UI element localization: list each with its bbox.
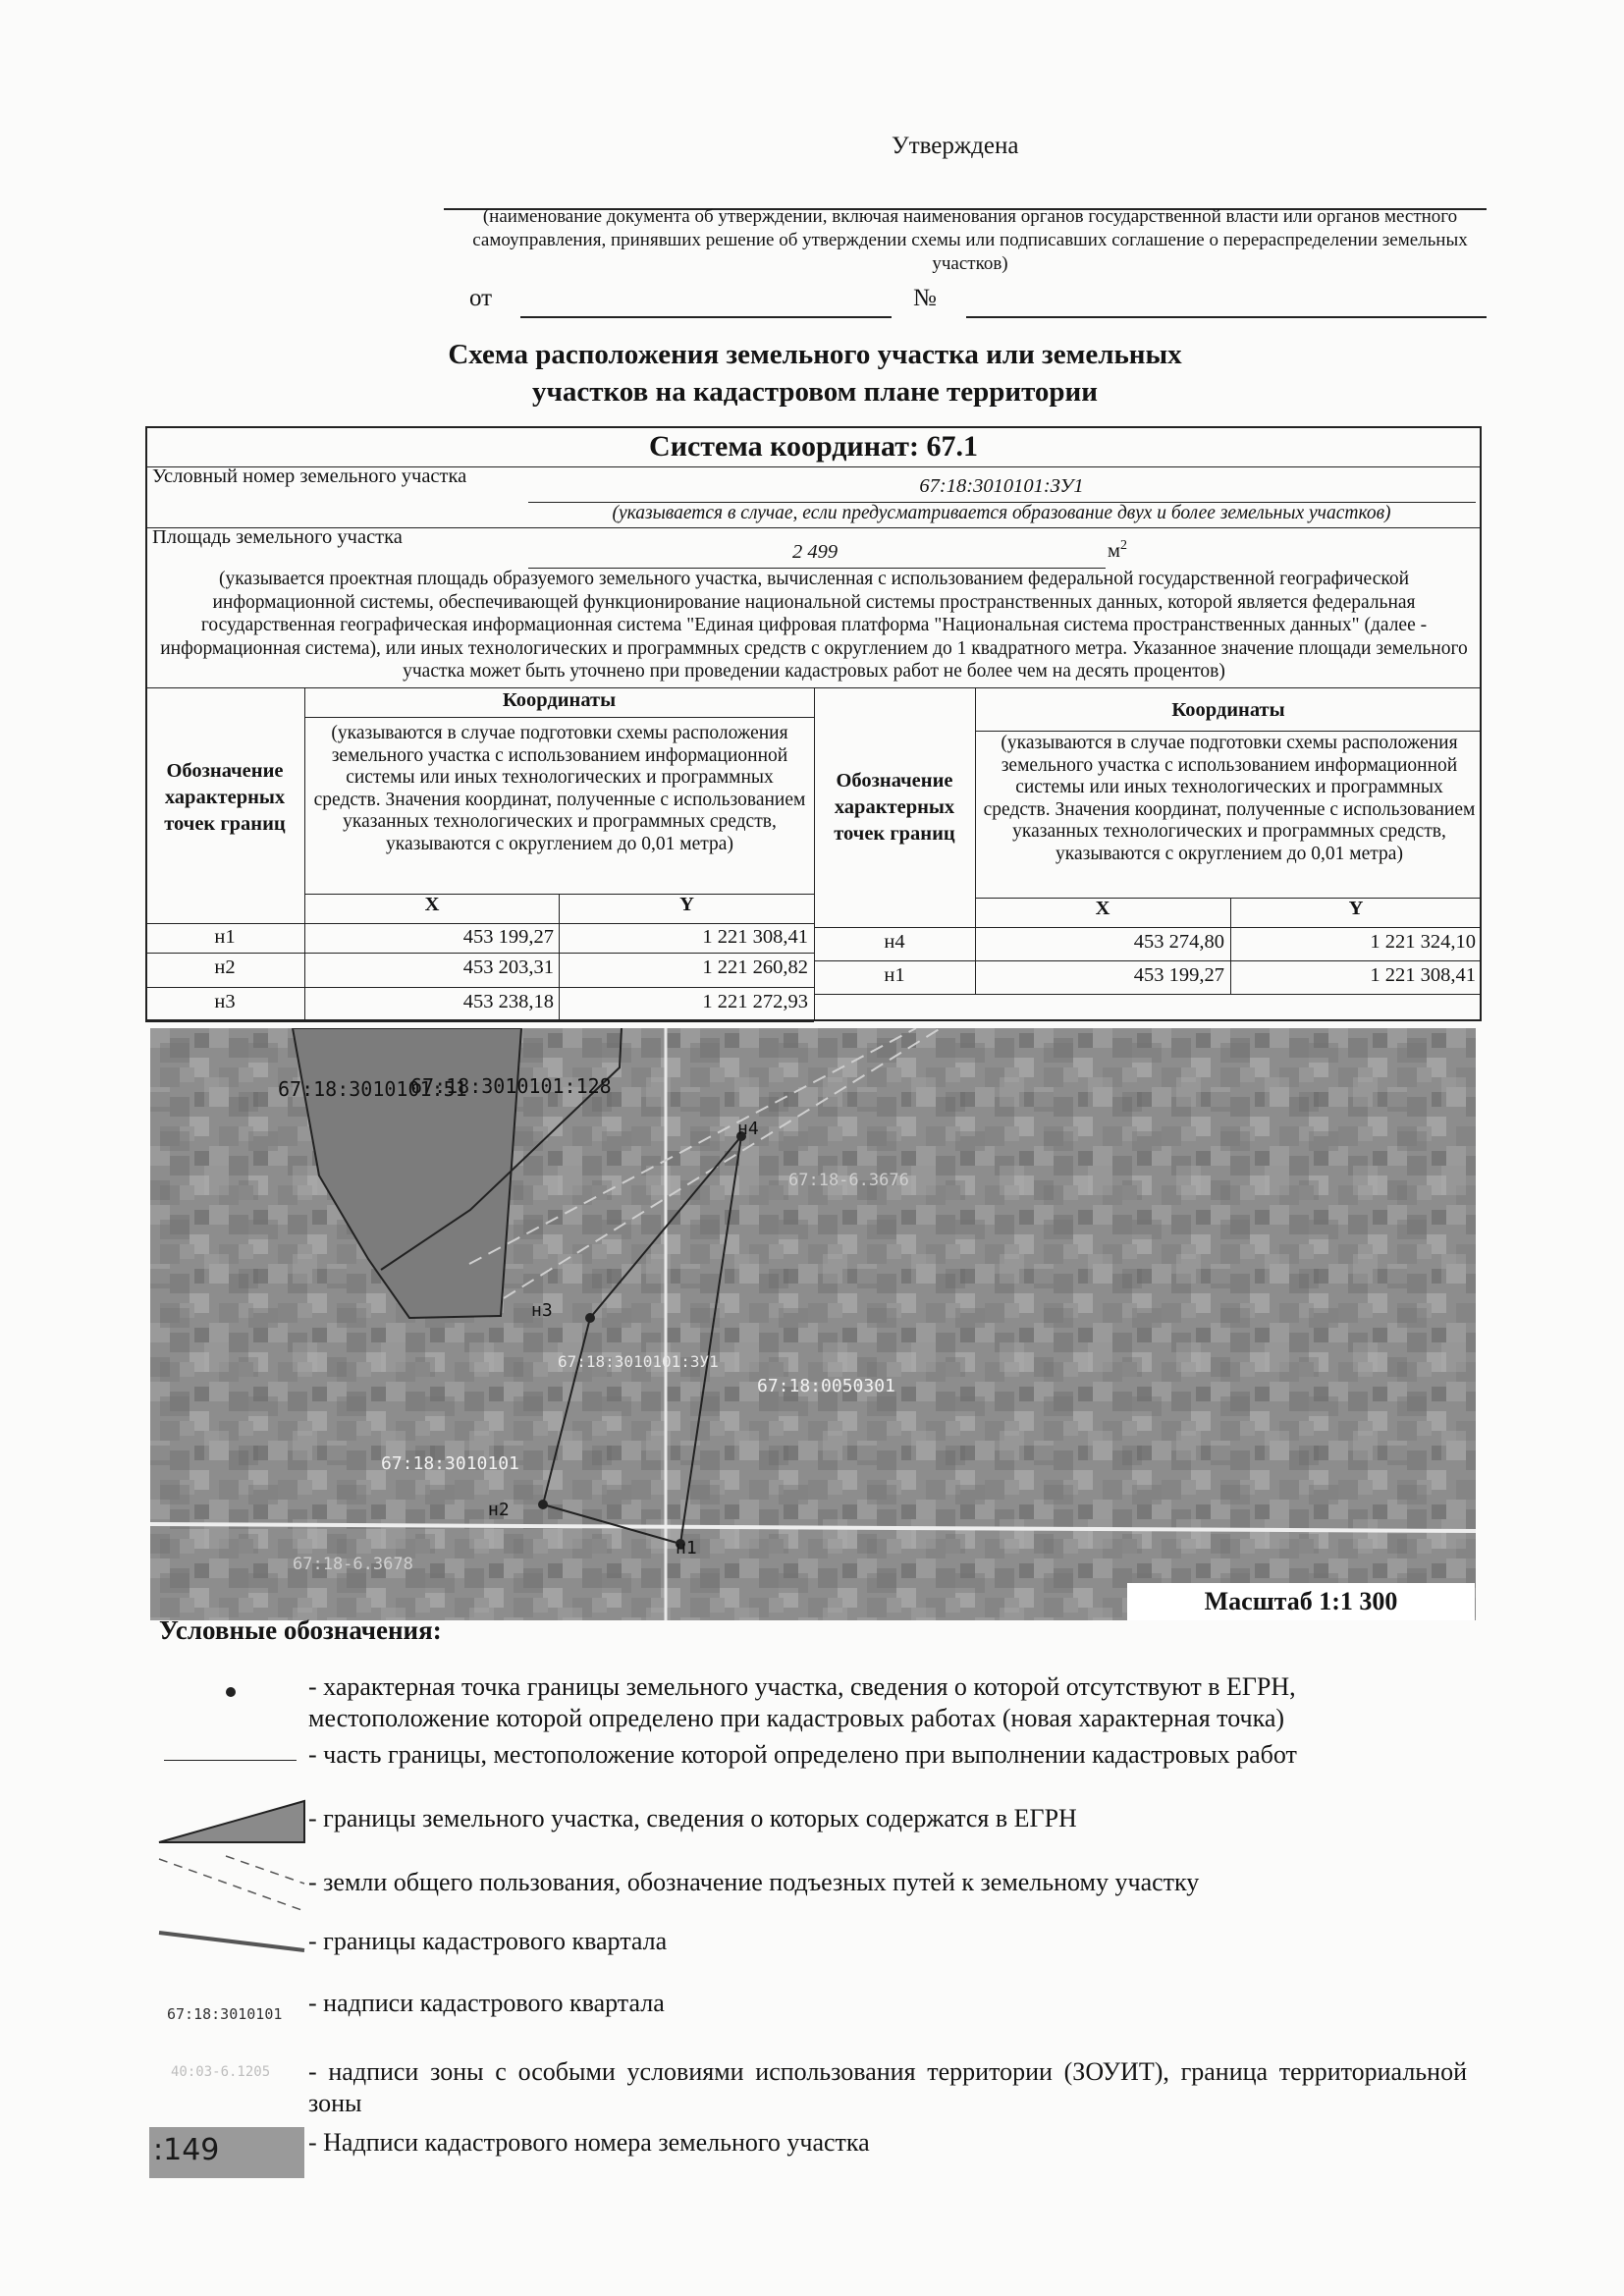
table-cell-point: н3	[214, 991, 236, 1012]
table-cell-x: 453 203,31	[462, 957, 554, 978]
table-cell-x: 453 199,27	[462, 926, 554, 948]
table-cell-y: 1 221 272,93	[702, 991, 808, 1012]
map-scale: Масштаб 1:1 300	[1127, 1583, 1475, 1620]
approved-label: Утверждена	[892, 133, 1019, 159]
table-cell-point: н1	[214, 926, 236, 948]
coords-header-right: Координаты	[1171, 699, 1285, 721]
table-hline	[145, 923, 814, 924]
table-hline	[304, 717, 814, 718]
legend-item-boundary-part: - часть границы, местоположение которой определено при выполнении кадастровых работ	[308, 1740, 1297, 1769]
number-field-line	[966, 316, 1487, 318]
from-label: от	[469, 285, 493, 311]
legend-quarter-border-icon	[157, 1927, 306, 1954]
legend-item-zone-label: - надписи зоны с особыми условиями использования территории (ЗОУИТ), граница территориальной зоны	[308, 2057, 1467, 2117]
document-title: Схема расположения земельного участка или земельных участков на кадастровом плане территории	[448, 339, 1182, 408]
approval-note: (наименование документа об утверждении, включая наименования органов государственной власти или органов местного самоуправления, принявших решение об утверждении схемы или подписавших соглашение о перераспределении земельных участков)	[472, 206, 1468, 274]
table-hline	[145, 953, 814, 954]
label-quarter-right: 67:18:0050301	[757, 1376, 895, 1396]
cadastral-map	[150, 1028, 1476, 1620]
boundary-point-n3	[585, 1313, 595, 1323]
table-hline	[145, 1021, 814, 1022]
legend-item-quarter-border: - границы кадастрового квартала	[308, 1927, 668, 1955]
table-hline	[145, 987, 814, 988]
label-parcel-128: 67:18:3010101:128	[410, 1074, 612, 1098]
table-vline	[975, 687, 976, 994]
legend-title: Условные обозначения:	[159, 1615, 442, 1645]
table-cell-y: 1 221 260,82	[702, 957, 808, 978]
table-cell-y: 1 221 308,41	[1370, 964, 1476, 986]
table-cell-x: 453 199,27	[1133, 964, 1224, 986]
coords-header-left: Координаты	[502, 689, 617, 711]
label-point-n3: н3	[531, 1300, 553, 1321]
area-unit: $м^2$	[1108, 538, 1127, 562]
legend-item-new-point: - характерная точка границы земельного участка, сведения о которой отсутствуют в ЕГРН, местоположение которой определено при кадастровых работах (новая характерная точка)	[308, 1672, 1296, 1732]
label-zone-top: 67:18-6.3676	[788, 1171, 909, 1190]
legend-quarter-label-sample: 67:18:3010101	[167, 2005, 283, 2023]
table-cell-x: 453 274,80	[1133, 931, 1224, 953]
table-cell-x: 453 238,18	[462, 991, 554, 1012]
legend-new-point-icon	[226, 1687, 236, 1697]
area-value: 2 499	[791, 541, 839, 563]
label-zone-bottom: 67:18-6.3678	[293, 1555, 413, 1574]
plot-number-value: 67:18:3010101:ЗУ1	[919, 475, 1084, 497]
legend-parcel-number-sample: :149	[153, 2133, 220, 2167]
table-cell-point: н1	[884, 964, 905, 986]
plot-number-label: Условный номер земельного участка	[152, 465, 467, 487]
point-header-right: Обозначение характерных точек границ	[834, 770, 955, 845]
table-hline	[814, 994, 1482, 995]
label-parcel-51: 67:18:3010101:51	[278, 1077, 467, 1101]
table-vline	[1230, 898, 1231, 994]
label-zu1: 67:18:3010101:ЗУ1	[558, 1352, 719, 1371]
table-cell-y: 1 221 308,41	[702, 926, 808, 948]
legend-item-quarter-label: - надписи кадастрового квартала	[308, 1989, 665, 2017]
plot-number-note: (указывается в случае, если предусматривается образование двух и более земельных участков)	[612, 503, 1391, 523]
label-quarter-main: 67:18:3010101	[381, 1453, 519, 1474]
col-x-right: X	[1095, 898, 1110, 919]
label-point-n2: н2	[488, 1500, 510, 1520]
area-label: Площадь земельного участка	[152, 526, 403, 548]
table-vline	[559, 894, 560, 1021]
table-cell-y: 1 221 324,10	[1370, 931, 1476, 953]
table-vline	[814, 687, 815, 1021]
legend-item-public-land: - земли общего пользования, обозначение подъезных путей к земельному участку	[308, 1868, 1200, 1896]
table-hline	[814, 960, 1482, 961]
table-hline	[975, 731, 1482, 732]
col-x-left: X	[424, 894, 440, 915]
date-field-line	[520, 316, 892, 318]
area-note: (указывается проектная площадь образуемого земельного участка, вычисленная с использованием федеральной государственной географической информационной системы, обеспечивающей функционирование национальной системы пространственных данных, которой является федеральная государственная географическая информационная система "Единая цифровая платформа "Национальная система пространственных данных" (далее - информационная система), или иных технологических и программных средств с округлением до 1 квадратного метра. Указанное значение площади земельного участка может быть уточнено при проведении кадастровых работ не более чем на десять процентов)	[160, 569, 1468, 682]
coord-system-title: Система координат: 67.1	[649, 430, 978, 463]
point-header-left: Обозначение характерных точек границ	[164, 760, 286, 835]
legend-public-land-icon	[157, 1854, 306, 1915]
table-cell-point: н4	[884, 931, 905, 953]
col-y-right: Y	[1348, 898, 1364, 919]
legend-zone-label-sample: 40:03-6.1205	[171, 2064, 271, 2080]
col-y-left: Y	[679, 894, 694, 915]
number-label: №	[913, 285, 937, 311]
label-point-n4: н4	[737, 1119, 759, 1139]
table-hline	[814, 927, 1482, 928]
legend-boundary-line-icon	[164, 1760, 297, 1761]
boundary-point-n2	[538, 1500, 548, 1509]
coords-note-left: (указываются в случае подготовки схемы расположения земельного участка с использованием информационной системы или иных технологических и программных средств. Значения координат, полученные с использованием указанных технологических и программных средств, указываются с округлением до 0,01 метра)	[313, 723, 806, 854]
legend-item-egrn-parcel: - границы земельного участка, сведения о которых содержатся в ЕГРН	[308, 1804, 1077, 1832]
coords-note-right: (указываются в случае подготовки схемы расположения земельного участка с использованием информационной системы или иных технологических и программных средств. Значения координат, полученные с использованием указанных технологических и программных средств, указываются с округлением до 0,01 метра)	[983, 733, 1476, 864]
table-cell-point: н2	[214, 957, 236, 978]
table-vline	[304, 687, 305, 1021]
legend-egrn-parcel-icon	[157, 1799, 306, 1844]
legend-item-parcel-number: - Надписи кадастрового номера земельного участка	[308, 2128, 870, 2157]
label-point-n1: н1	[676, 1538, 697, 1558]
